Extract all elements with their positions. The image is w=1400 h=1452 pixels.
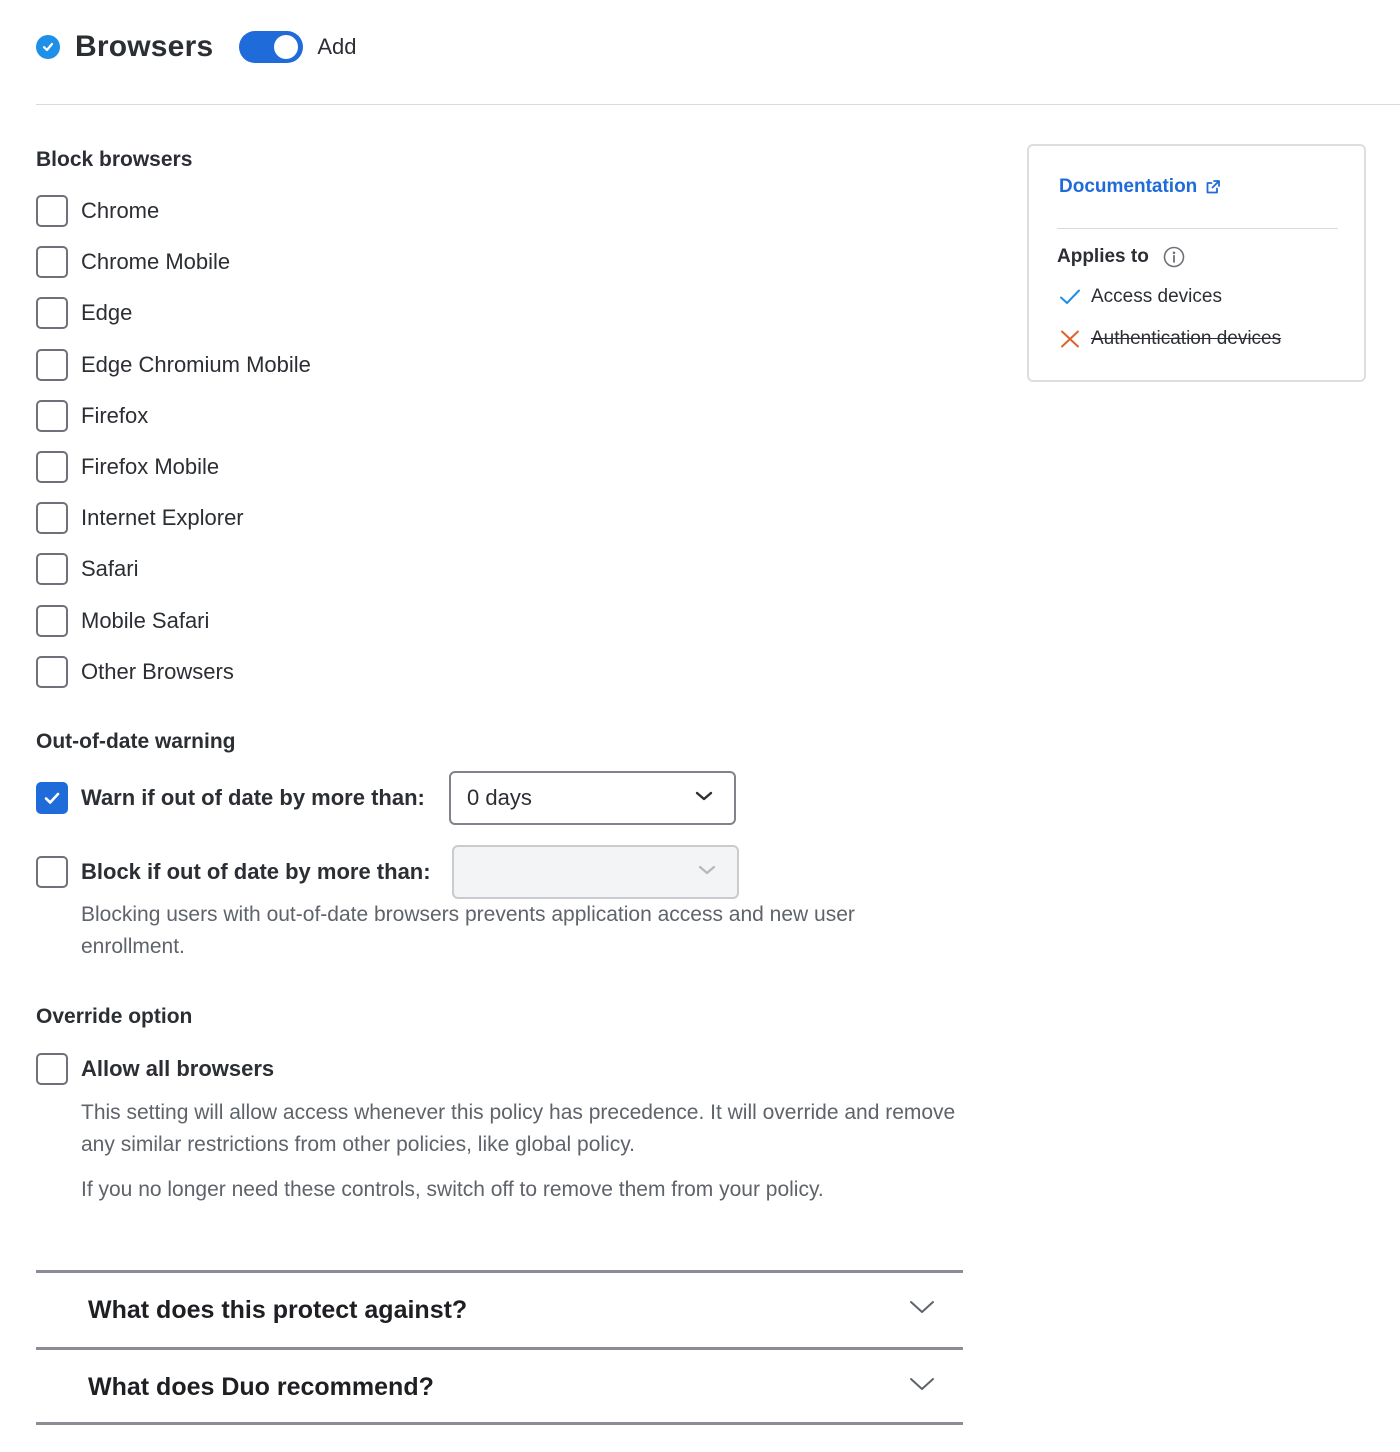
external-link-icon	[1205, 179, 1221, 195]
browser-row-firefox-mobile	[36, 450, 219, 484]
browser-checkbox[interactable]	[36, 605, 68, 637]
warn-label: Warn if out of date by more than:	[81, 785, 425, 810]
accordion-divider	[36, 1422, 963, 1425]
block-help-text: Blocking users with out-of-date browsers prevents application access and new user enrollment.	[81, 903, 855, 958]
browser-row-edge-chromium-mobile	[36, 348, 311, 382]
browser-label: Edge Chromium Mobile	[81, 352, 311, 377]
authentication-devices-label: Authentication devices	[1091, 328, 1282, 349]
chevron-down-icon	[694, 789, 714, 803]
card-divider	[1057, 228, 1338, 229]
browser-row-mobile-safari	[36, 604, 209, 638]
browser-label: Other Browsers	[81, 659, 234, 684]
browser-label: Internet Explorer	[81, 505, 244, 530]
checkmark-icon	[42, 788, 62, 808]
browser-label: Firefox Mobile	[81, 454, 220, 479]
section-title: Browsers	[75, 30, 214, 63]
accordion-recommend[interactable]	[36, 1350, 963, 1424]
override-heading: Override option	[36, 1005, 193, 1028]
browser-label: Mobile Safari	[81, 608, 210, 633]
browser-checkbox[interactable]	[36, 400, 68, 432]
browser-checkbox[interactable]	[36, 195, 68, 227]
browser-checkbox[interactable]	[36, 297, 68, 329]
warn-days-value: 0 days	[467, 785, 532, 810]
browser-row-firefox	[36, 399, 148, 433]
header-divider	[36, 104, 1400, 105]
block-days-select[interactable]	[452, 845, 739, 899]
override-help-text: This setting will allow access whenever this policy has precedence. It will override and remove any similar restrictions from other policies, like global policy.	[81, 1101, 956, 1156]
browser-row-internet-explorer	[36, 501, 244, 535]
cross-icon	[1059, 330, 1081, 348]
warn-row	[36, 781, 425, 815]
block-label: Block if out of date by more than:	[81, 859, 431, 884]
browser-checkbox[interactable]	[36, 349, 68, 381]
browser-checkbox[interactable]	[36, 246, 68, 278]
toggle-label: Add	[317, 34, 357, 59]
browser-row-chrome	[36, 194, 159, 228]
allow-all-label: Allow all browsers	[81, 1056, 275, 1081]
chevron-down-icon	[909, 1376, 935, 1392]
documentation-link[interactable]	[1059, 176, 1221, 198]
documentation-label: Documentation	[1059, 176, 1198, 197]
block-row	[36, 855, 431, 889]
browser-checkbox[interactable]	[36, 656, 68, 688]
browser-row-safari	[36, 552, 138, 586]
allow-all-checkbox[interactable]	[36, 1053, 68, 1085]
applies-to	[1057, 246, 1185, 268]
warn-days-select[interactable]	[449, 771, 736, 825]
browser-checkbox[interactable]	[36, 502, 68, 534]
browser-row-other-browsers	[36, 655, 234, 689]
browser-label: Chrome	[81, 198, 160, 223]
browser-checkbox[interactable]	[36, 451, 68, 483]
chevron-down-icon	[909, 1299, 935, 1315]
applies-access-devices	[1059, 286, 1222, 308]
access-devices-label: Access devices	[1091, 286, 1222, 307]
accordion-title: What does Duo recommend?	[88, 1372, 434, 1401]
block-checkbox[interactable]	[36, 856, 68, 888]
policy-header	[36, 22, 357, 72]
browser-label: Chrome Mobile	[81, 249, 231, 274]
browser-label: Safari	[81, 556, 139, 581]
applies-to-label: Applies to	[1057, 246, 1149, 267]
accordion-protect[interactable]	[36, 1273, 963, 1347]
info-card	[1027, 144, 1366, 382]
add-toggle[interactable]	[239, 31, 303, 63]
browser-label: Firefox	[81, 403, 149, 428]
check-icon	[1059, 288, 1081, 306]
info-icon[interactable]	[1163, 246, 1185, 268]
out-of-date-heading: Out-of-date warning	[36, 730, 236, 753]
allow-row	[36, 1052, 274, 1086]
accordion-title: What does this protect against?	[88, 1295, 468, 1324]
chevron-down-icon	[697, 863, 717, 877]
browser-row-edge	[36, 296, 132, 330]
applies-authentication-devices	[1059, 328, 1281, 350]
switch-off-help-text: If you no longer need these controls, switch off to remove them from your policy.	[81, 1178, 824, 1201]
check-circle-icon	[36, 35, 60, 59]
browser-label: Edge	[81, 300, 133, 325]
browser-row-chrome-mobile	[36, 245, 230, 279]
warn-checkbox[interactable]	[36, 782, 68, 814]
browser-checkbox[interactable]	[36, 553, 68, 585]
toggle-knob	[274, 35, 298, 59]
block-browsers-heading: Block browsers	[36, 148, 193, 171]
